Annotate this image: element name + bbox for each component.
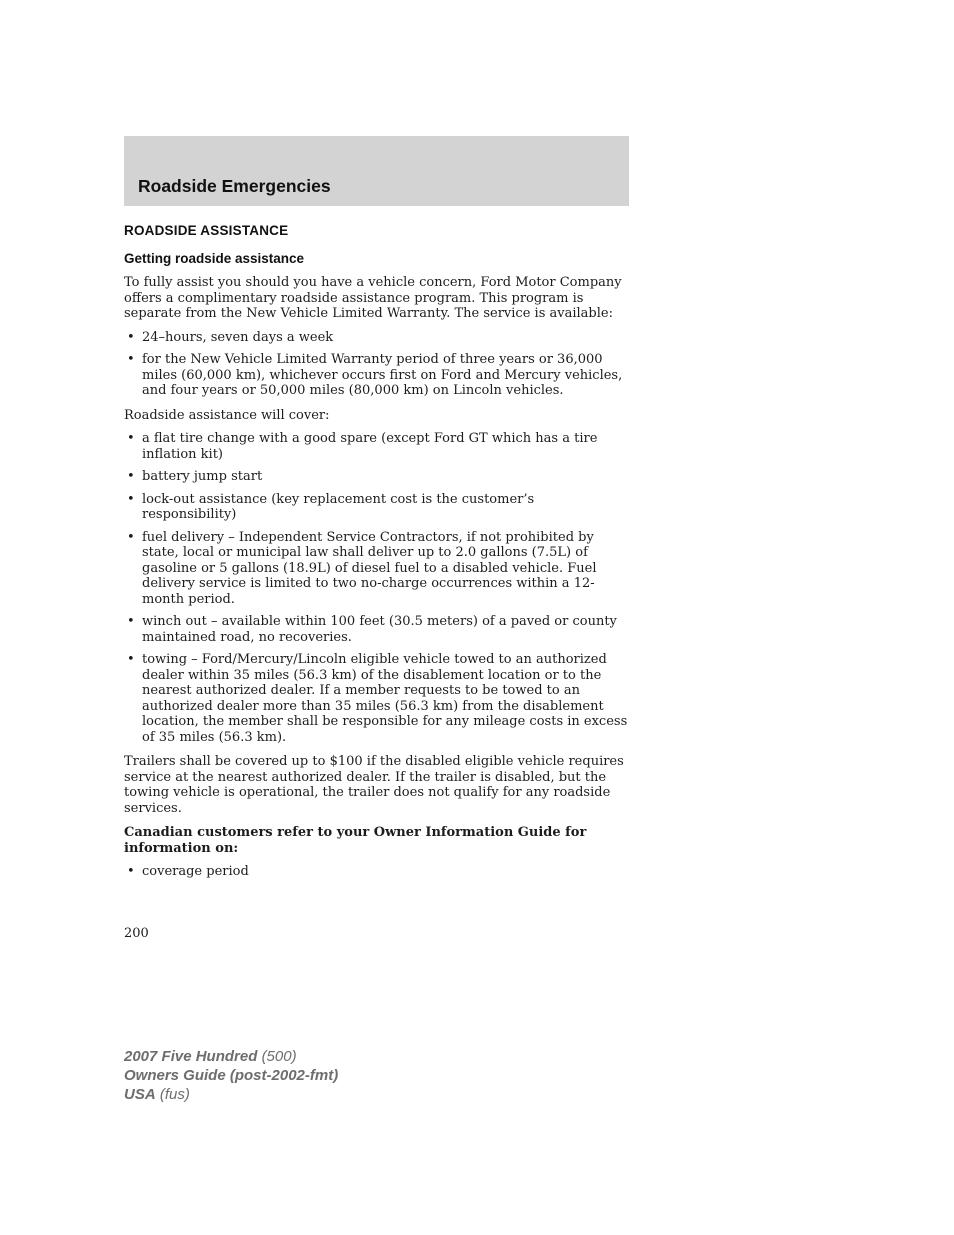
list-item: • winch out – available within 100 feet (30.5 meters) of a paved or county maintained road, no recoveries. <box>124 614 629 645</box>
footer <box>124 1047 338 1104</box>
footer-guide-name: Owners Guide (post-2002-fmt) <box>124 1067 339 1084</box>
intro-paragraph: To fully assist you should you have a vehicle concern, Ford Motor Company offers a complimentary roadside assistance program. This program is separate from the New Vehicle Limited Warranty. The service is available: <box>124 275 622 321</box>
coverage-list <box>124 431 629 745</box>
cover-intro-paragraph: Roadside assistance will cover: <box>124 407 330 423</box>
list-item: • 24–hours, seven days a week <box>124 330 629 346</box>
section-heading: ROADSIDE ASSISTANCE <box>124 223 289 238</box>
subsection-heading: Getting roadside assistance <box>124 251 305 266</box>
page-number: 200 <box>124 926 149 941</box>
footer-line-region <box>124 1085 338 1104</box>
canadian-list <box>124 864 629 880</box>
list-item: • a flat tire change with a good spare (except Ford GT which has a tire inflation kit) <box>124 431 629 462</box>
list-item: • fuel delivery – Independent Service Contractors, if not prohibited by state, local or municipal law shall deliver up to 2.0 gallons (7.5L) of gasoline or 5 gallons (18.9L) of diesel fuel to a disabled vehicle. Fuel delivery service is limited to two no-charge occurrences within a 12-month period. <box>124 530 629 608</box>
footer-line-guide <box>124 1066 338 1085</box>
trailers-paragraph: Trailers shall be covered up to $100 if the disabled eligible vehicle requires service at the nearest authorized dealer. If the trailer is disabled, but the towing vehicle is operational, the trailer does not qualify for any roadside services. <box>124 754 624 816</box>
footer-region-code: (fus) <box>159 1086 190 1103</box>
availability-list <box>124 330 629 399</box>
canadian-customers-paragraph: Canadian customers refer to your Owner Information Guide for information on: <box>124 825 587 856</box>
list-item: • lock-out assistance (key replacement cost is the customer’s responsibility) <box>124 492 629 523</box>
footer-model-name: 2007 Five Hundred <box>124 1048 258 1065</box>
list-item: • coverage period <box>124 864 629 880</box>
list-item: • for the New Vehicle Limited Warranty period of three years or 36,000 miles (60,000 km), whichever occurs first on Ford and Mercury vehicles, and four years or 50,000 miles (80,000 km) on Lincoln vehicles. <box>124 352 629 399</box>
chapter-title: Roadside Emergencies <box>138 176 331 196</box>
list-item: • battery jump start <box>124 469 629 485</box>
chapter-header-band <box>124 136 629 206</box>
footer-region-name: USA <box>124 1086 156 1103</box>
list-item: • towing – Ford/Mercury/Lincoln eligible vehicle towed to an authorized dealer within 35 miles (56.3 km) of the disablement location or to the nearest authorized dealer. If a member requests to be towed to an authorized dealer more than 35 miles (56.3 km) from the disablement location, the member shall be responsible for any mileage costs in excess of 35 miles (56.3 km). <box>124 652 629 745</box>
footer-line-model <box>124 1047 338 1066</box>
content-column <box>124 136 629 880</box>
footer-model-code: (500) <box>261 1048 297 1065</box>
